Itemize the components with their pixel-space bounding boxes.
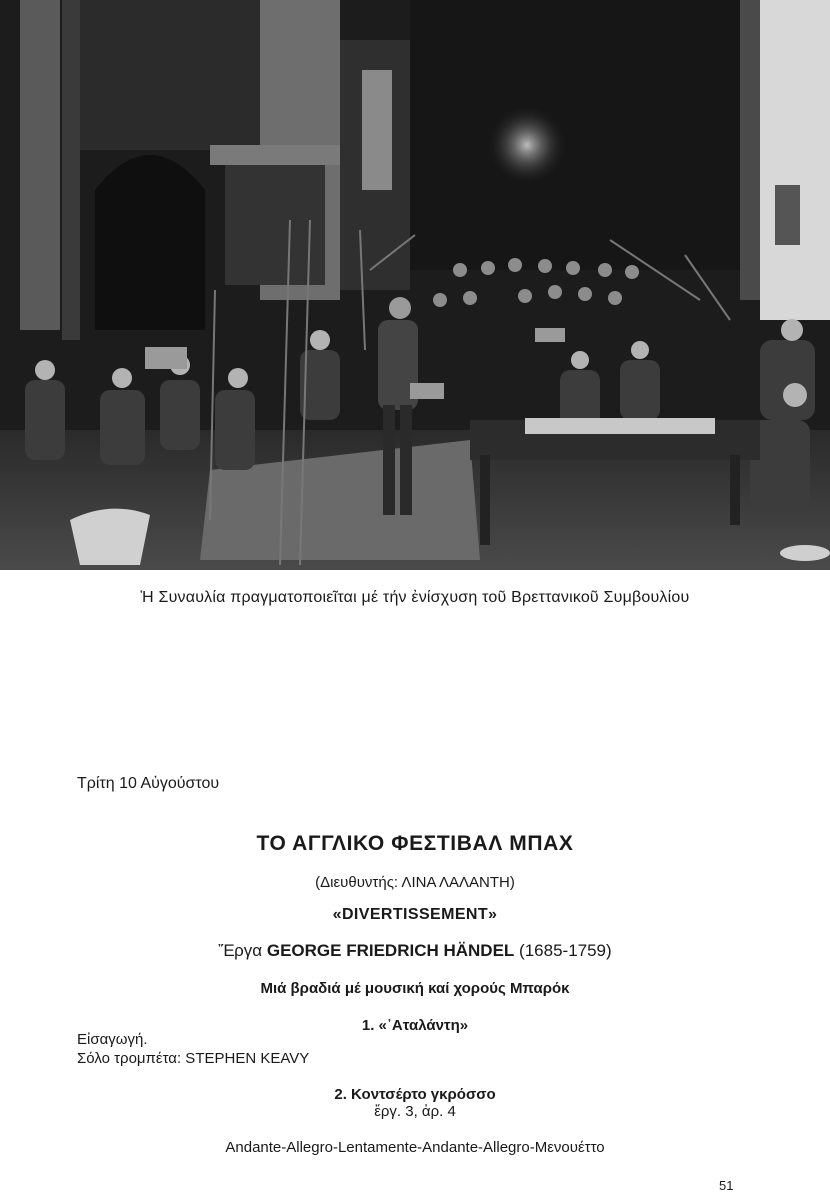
program-item-1-line-2: Σόλο τρομπέτα: STEPHEN KEAVY	[77, 1050, 310, 1067]
orchestra-photo-drawing	[0, 0, 830, 570]
works-prefix: Ἔργα	[218, 941, 263, 960]
composer-years: (1685-1759)	[519, 941, 612, 960]
program-title: ΤΟ ΑΓΓΛΙΚΟ ΦΕΣΤΙΒΑΛ ΜΠΑΧ	[256, 832, 574, 855]
works-line	[0, 941, 830, 961]
orchestra-photo	[0, 0, 830, 570]
evening-description: Μιά βραδιά μέ μουσική καί χορούς Μπαρόκ	[260, 980, 570, 997]
composer-name: GEORGE FRIEDRICH HÄNDEL	[266, 941, 515, 960]
program-item-1-details	[77, 1030, 309, 1068]
program-item-1-title: 1. «᾽Αταλάντη»	[361, 1017, 469, 1034]
page-number: 51	[719, 1178, 734, 1193]
program-item-2-title: 2. Κοντσέρτο γκρόσσο	[334, 1086, 496, 1103]
program-item-1-line-1: Εἰσαγωγή.	[77, 1031, 148, 1048]
program-subtitle: «DIVERTISSEMENT»	[332, 906, 498, 923]
director-line: (Διευθυντής: ΛΙΝΑ ΛΑΛΑΝΤΗ)	[315, 874, 515, 891]
movements-list: Andante-Allegro-Lentamente-Andante-Allegro-Μενουέττο	[225, 1139, 605, 1156]
photo-caption: Ἡ Συναυλία πραγματοποιεῖται μέ τήν ἐνίσχυση τοῦ Βρεττανικοῦ Συμβουλίου	[140, 589, 690, 606]
concert-date: Τρίτη 10 Αὐγούστου	[77, 775, 220, 792]
program-item-2-subtitle: ἔργ. 3, ἀρ. 4	[374, 1103, 456, 1120]
